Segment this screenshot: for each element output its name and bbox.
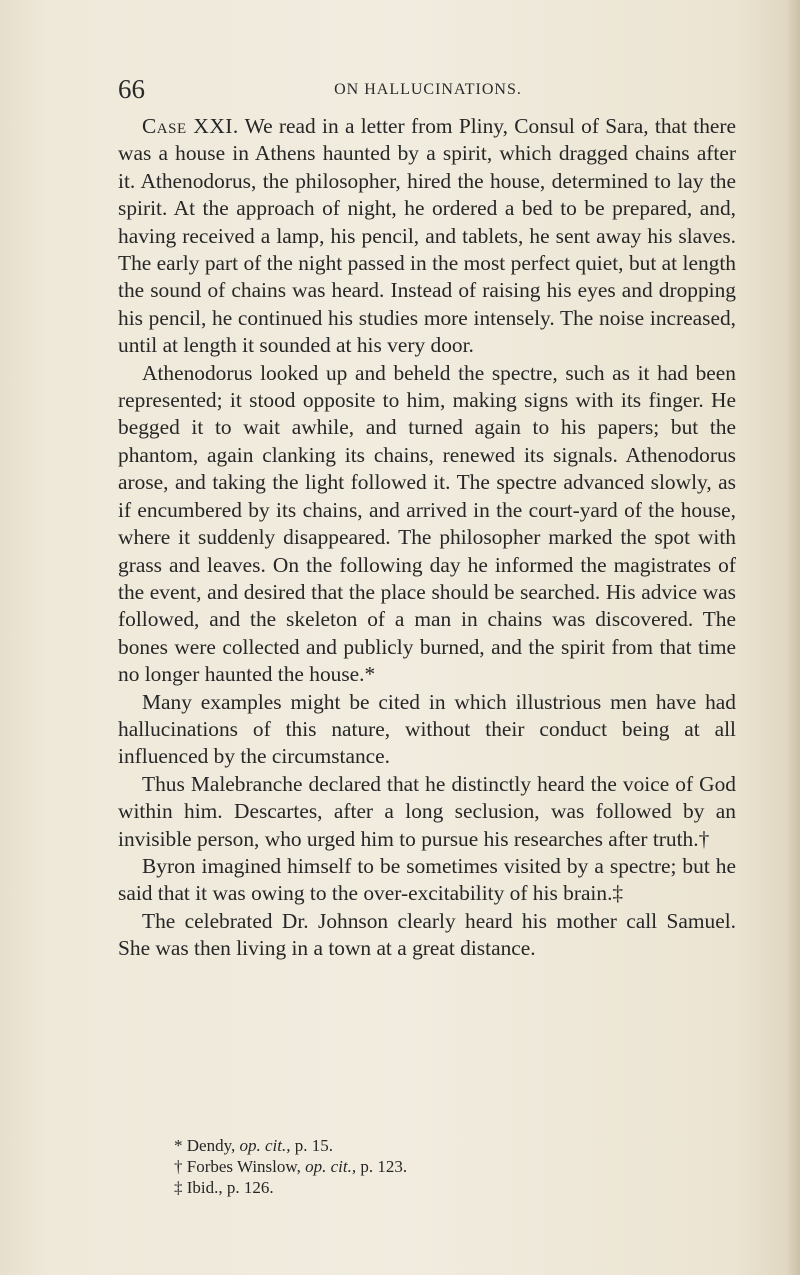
footnote-author: Ibid., bbox=[186, 1178, 223, 1197]
footnote-page: p. 123. bbox=[360, 1157, 408, 1176]
paragraph-case-xxi bbox=[118, 113, 736, 360]
running-head: ON HALLUCINATIONS. bbox=[334, 81, 522, 98]
paragraph-johnson: The celebrated Dr. Johnson clearly heard his mother call Samuel. She was then living in a town at a great distance. bbox=[118, 908, 736, 961]
footnote-ref: op. cit., bbox=[305, 1157, 357, 1176]
footnote-ref: op. cit., bbox=[239, 1136, 291, 1155]
footnote-page: p. 15. bbox=[294, 1136, 333, 1155]
footnotes bbox=[174, 1135, 734, 1198]
page-number: 66 bbox=[118, 74, 145, 104]
footnote-1 bbox=[174, 1135, 734, 1156]
paragraph-text: We read in a letter from Pliny, Consul of Sara, that there was a house in Athens haunted by a spirit, which dragged chains after it. Athenodorus, the philosopher, hired the house, determined to lay the spirit. At the approach of night, he ordered a bed to be prepared, and, having received a lamp, his pencil, and tablets, he sent away his slaves. The early part of the night passed in the most perfect quiet, but at length the sound of chains was heard. Instead of raising his eyes and dropping his pencil, he continued his studies more intensely. The noise increased, until at length it sounded at his very door. bbox=[118, 114, 736, 358]
footnote-author: Forbes Winslow, bbox=[186, 1157, 301, 1176]
footnote-mark: † bbox=[174, 1157, 183, 1176]
footnote-2 bbox=[174, 1156, 734, 1177]
case-label: Case XXI. bbox=[142, 114, 239, 138]
page-edge-shadow bbox=[786, 0, 800, 1275]
footnote-mark: * bbox=[174, 1136, 183, 1155]
footnote-mark: ‡ bbox=[174, 1178, 183, 1197]
paragraph-malebranche: Thus Malebranche declared that he distinctly heard the voice of God within him. Descartes, after a long seclusion, was followed by an invisible person, who urged him to pursue his researches after truth.† bbox=[118, 771, 736, 851]
body-text bbox=[118, 113, 736, 963]
page-header bbox=[118, 74, 738, 110]
footnote-3 bbox=[174, 1177, 734, 1198]
footnote-author: Dendy, bbox=[186, 1136, 236, 1155]
footnote-page: p. 126. bbox=[226, 1178, 274, 1197]
paragraph-byron: Byron imagined himself to be sometimes visited by a spectre; but he said that it was owing to the over-excitability of his brain.‡ bbox=[118, 853, 736, 906]
paragraph-examples: Many examples might be cited in which illustrious men have had hallucinations of this nature, without their conduct being at all influenced by the circumstance. bbox=[118, 689, 736, 769]
paragraph-athenodorus: Athenodorus looked up and beheld the spectre, such as it had been represented; it stood opposite to him, making signs with its finger. He begged it to wait awhile, and turned again to his papers; but the phantom, again clanking its chains, renewed its signals. Athenodorus arose, and taking the light followed it. The spectre advanced slowly, as if encumbered by its chains, and arrived in the court-yard of the house, where it suddenly disappeared. The philosopher marked the spot with grass and leaves. On the following day he informed the magistrates of the event, and desired that the place should be searched. His advice was followed, and the skeleton of a man in chains was discovered. The bones were collected and publicly burned, and the spirit from that time no longer haunted the house.* bbox=[118, 360, 736, 687]
